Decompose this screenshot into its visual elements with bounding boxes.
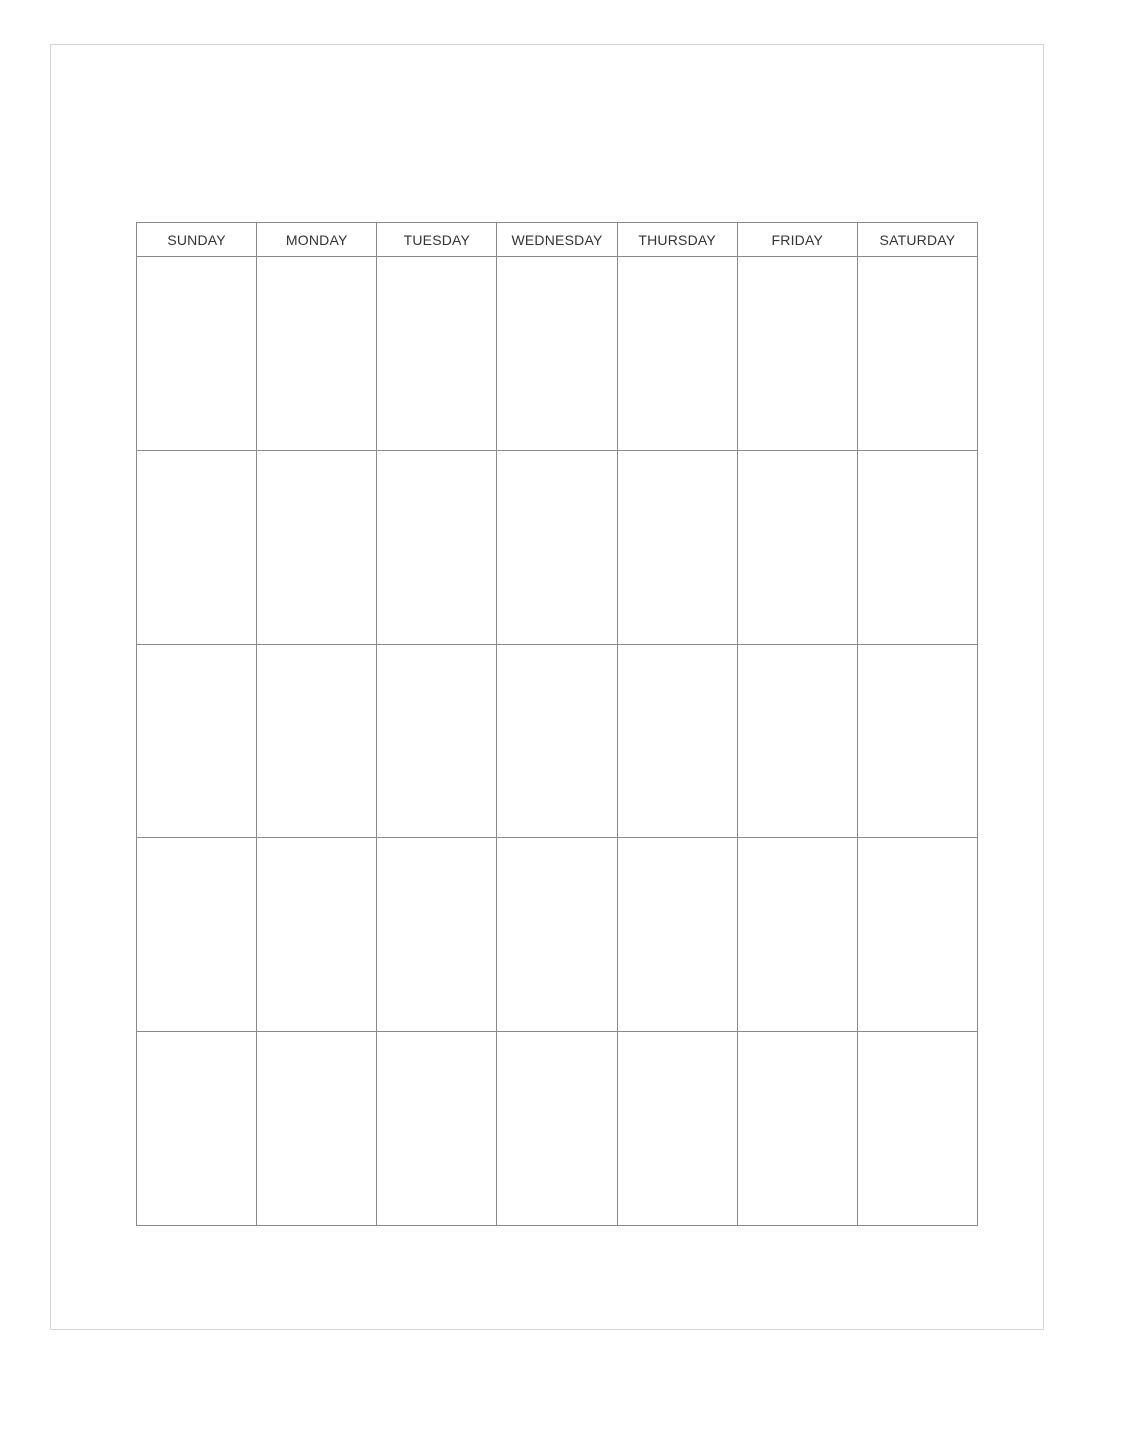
calendar-grid (136, 222, 978, 1226)
day-cell-tuesday[interactable] (377, 1032, 497, 1226)
day-cell-wednesday[interactable] (497, 1032, 617, 1226)
weekday-header-sunday: SUNDAY (137, 223, 257, 257)
week-row (137, 644, 978, 838)
day-cell-friday[interactable] (737, 450, 857, 644)
day-cell-tuesday[interactable] (377, 644, 497, 838)
day-cell-sunday[interactable] (137, 1032, 257, 1226)
day-cell-thursday[interactable] (617, 838, 737, 1032)
day-cell-tuesday[interactable] (377, 838, 497, 1032)
day-cell-wednesday[interactable] (497, 257, 617, 451)
day-cell-monday[interactable] (257, 838, 377, 1032)
day-cell-saturday[interactable] (857, 257, 977, 451)
day-cell-saturday[interactable] (857, 1032, 977, 1226)
day-cell-friday[interactable] (737, 644, 857, 838)
week-row (137, 838, 978, 1032)
day-cell-wednesday[interactable] (497, 644, 617, 838)
day-cell-monday[interactable] (257, 1032, 377, 1226)
weekday-header-wednesday: WEDNESDAY (497, 223, 617, 257)
weekday-header-row (137, 223, 978, 257)
weekday-header-saturday: SATURDAY (857, 223, 977, 257)
week-row (137, 450, 978, 644)
day-cell-sunday[interactable] (137, 450, 257, 644)
day-cell-monday[interactable] (257, 644, 377, 838)
day-cell-wednesday[interactable] (497, 450, 617, 644)
day-cell-sunday[interactable] (137, 644, 257, 838)
day-cell-wednesday[interactable] (497, 838, 617, 1032)
weekday-header-thursday: THURSDAY (617, 223, 737, 257)
day-cell-sunday[interactable] (137, 838, 257, 1032)
week-row (137, 1032, 978, 1226)
day-cell-thursday[interactable] (617, 450, 737, 644)
weekday-header-friday: FRIDAY (737, 223, 857, 257)
day-cell-tuesday[interactable] (377, 257, 497, 451)
day-cell-saturday[interactable] (857, 838, 977, 1032)
week-row (137, 257, 978, 451)
day-cell-thursday[interactable] (617, 257, 737, 451)
calendar-body (137, 257, 978, 1226)
day-cell-monday[interactable] (257, 257, 377, 451)
day-cell-thursday[interactable] (617, 644, 737, 838)
day-cell-monday[interactable] (257, 450, 377, 644)
day-cell-thursday[interactable] (617, 1032, 737, 1226)
day-cell-friday[interactable] (737, 838, 857, 1032)
day-cell-friday[interactable] (737, 257, 857, 451)
day-cell-tuesday[interactable] (377, 450, 497, 644)
weekday-header-monday: MONDAY (257, 223, 377, 257)
weekday-header-tuesday: TUESDAY (377, 223, 497, 257)
day-cell-saturday[interactable] (857, 644, 977, 838)
day-cell-sunday[interactable] (137, 257, 257, 451)
day-cell-friday[interactable] (737, 1032, 857, 1226)
day-cell-saturday[interactable] (857, 450, 977, 644)
